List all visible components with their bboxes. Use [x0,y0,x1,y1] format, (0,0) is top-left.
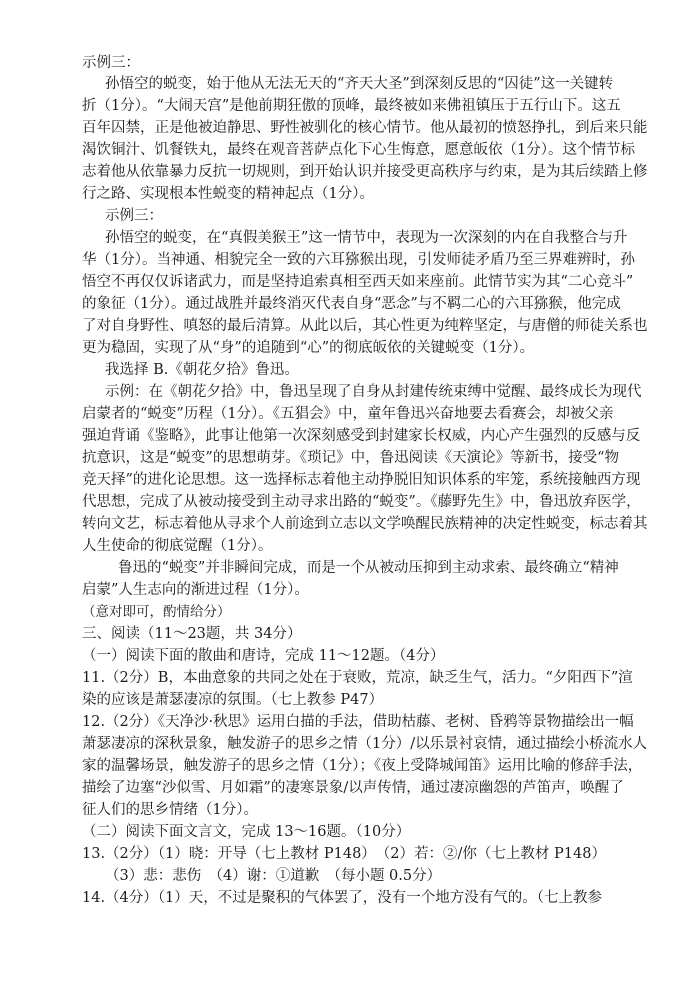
text-line: （3）悲：悲伤 （4）谢：①道歉 （每小题 0.5分） [105,868,442,884]
example-heading: 示例三： [82,55,140,71]
section-heading: 三、阅读（11～23题，共 34分） [82,626,302,642]
choice-line: 我选择 B.《朝花夕拾》鲁迅。 [105,362,299,378]
text-line: 染的应该是萧瑟凄凉的氛围。（七上教参 P47） [82,692,384,708]
text-line: 描绘了边塞“沙似雪、月如霜”的凄寒景象/以声传情，通过凄凉幽怨的芦笛声，唤醒了 [82,780,624,796]
text-line: 志着他从依靠暴力反抗一切规则，到开始认识并接受更高秩序与约束，是为其后续踏上修 [82,164,648,180]
text-line: 折（1分）。“大闹天宫”是他前期狂傲的顶峰，最终被如来佛祖镇压于五行山下。这五 [82,98,621,114]
subsection-heading: （二）阅读下面文言文，完成 13～16题。（10分） [82,824,411,840]
text-line: 启蒙”人生志向的渐进过程（1分）。 [82,582,309,598]
text-line: 了对自身野性、嗔怒的最后清算。从此以后，其心性更为纯粹坚定，与唐僧的师徒关系也 [82,318,648,334]
answer-line: 13.（2分）（1）晓：开导（七上教材 P148） （2）若：②/你（七上教材 P148） [82,846,606,862]
text-line: 强迫背诵《鉴略》，此事让他第一次深刻感受到封建家长权威，内心产生强烈的反感与反 [82,428,641,444]
text-line: 孙悟空的蜕变，始于他从无法无天的“齐天大圣”到深刻反思的“囚徒”这一关键转 [105,76,614,92]
text-line: 鲁迅的“蜕变”并非瞬间完成，而是一个从被动压抑到主动求索、最终确立“精神 [118,560,619,576]
text-line: 启蒙者的“蜕变”历程（1分）。《五猖会》中，童年鲁迅兴奋地要去看赛会，却被父亲 [82,406,614,422]
text-line: 悟空不再仅仅诉诸武力，而是坚持追索真相至西天如来座前。此情节实为其“二心竞斗” [82,274,634,290]
text-line: 代思想，完成了从被动接受到主动寻求出路的“蜕变”。《藤野先生》中，鲁迅放弃医学， [82,494,641,510]
answer-line: 12.（2分）《天净沙·秋思》运用白描的手法，借助枯藤、老树、昏鸦等景物描绘出一幅 [82,714,634,730]
text-line: 家的温馨场景，触发游子的思乡之情（1分）；《夜上受降城闻笛》运用比喻的修辞手法， [82,758,643,774]
answer-line: 11.（2分）B，本曲意象的共同之处在于衰败，荒凉，缺乏生气，活力。“夕阳西下”渲 [82,670,633,686]
text-line: 人生使命的彻底觉醒（1分）。 [82,538,273,554]
text-line: 更为稳固，实现了从“身”的追随到“心”的彻底皈依的关键蜕变（1分）。 [82,340,535,356]
text-line: 百年囚禁，正是他被迫静思、野性被驯化的核心情节。他从最初的愤怒挣扎，到后来只能 [82,120,648,136]
text-line: 行之路、实现根本性蜕变的精神起点（1分）。 [82,186,374,202]
text-line: 孙悟空的蜕变，在“真假美猴王”这一情节中，表现为一次深刻的内在自我整合与升 [105,230,628,246]
subsection-heading: （一）阅读下面的散曲和唐诗，完成 11～12题。（4分） [82,648,445,664]
text-line: 抗意识，这是“蜕变”的思想萌芽。《琐记》中，鲁迅阅读《天演论》等新书，接受“物 [82,450,619,466]
example-heading: 示例三： [105,208,163,224]
text-line: 渴饮铜汁、饥餐铁丸，最终在观音菩萨点化下心生悔意，愿意皈依（1分）。这个情节标 [82,142,635,158]
text-line: 的象征（1分）。通过战胜并最终消灭代表自身“恶念”与不羁二心的六耳猕猴，他完成 [82,296,621,312]
text-line: 萧瑟凄凉的深秋景象，触发游子的思乡之情（1分）/以乐景衬哀情，通过描绘小桥流水人 [82,736,648,752]
text-line: 征人们的思乡情绪（1分）。 [82,802,258,818]
scoring-note: （意对即可，酌情给分） [82,604,231,620]
text-line: 华（1分）。当神通、相貌完全一致的六耳猕猴出现，引发师徒矛盾乃至三界难辨时，孙 [82,252,635,268]
text-line: 转向文艺，标志着他从寻求个人前途到立志以文学唤醒民族精神的决定性蜕变，标志着其 [82,516,648,532]
text-line: 示例：在《朝花夕拾》中，鲁迅呈现了自身从封建传统束缚中觉醒、最终成长为现代 [105,384,642,400]
answer-line: 14.（4分）（1）天，不过是聚积的气体罢了，没有一个地方没有气的。（七上教参 [82,890,603,906]
text-line: 竞天择”的进化论思想。这一选择标志着他主动挣脱旧知识体系的牢笼，系统接触西方现 [82,472,641,488]
